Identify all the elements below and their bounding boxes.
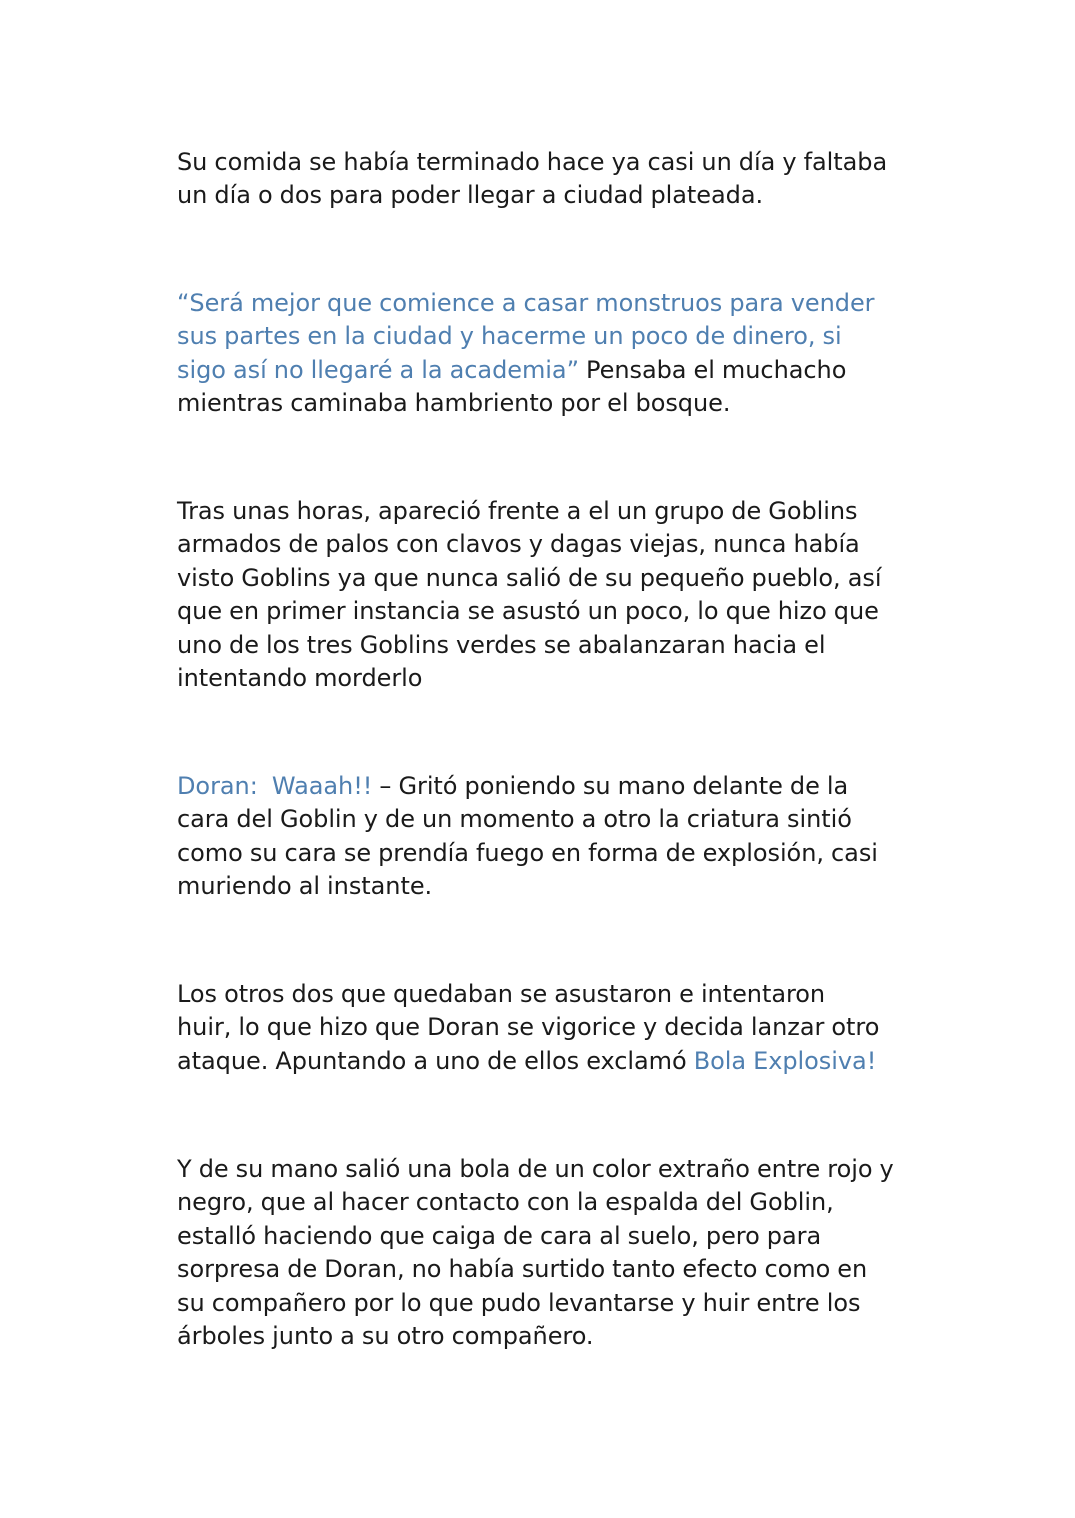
spell-name: Bola Explosiva! [693,1046,877,1075]
thought-line: sus partes en la ciudad y hacerme un poco de dinero, si [177,322,842,351]
text-line: un día o dos para poder llegar a ciudad plateada. [177,181,764,210]
thought-line: “Será mejor que comience a casar monstruos para vender [177,289,875,317]
text-line: Tras unas horas, apareció frente a el un grupo de Goblins [177,497,858,525]
paragraph-1 [177,146,907,213]
text-line: muriendo al instante. [177,872,433,901]
text-line: árboles junto a su otro compañero. [177,1322,594,1351]
text-line: como su cara se prendía fuego en forma de explosión, casi [177,838,878,867]
text-line [177,354,907,387]
paragraph-5 [177,978,907,1078]
paragraph-4 [177,770,907,904]
paragraph-2 [177,287,907,421]
narration-text: ataque. Apuntando a uno de ellos exclamó [177,1046,694,1075]
text-line [177,1045,907,1078]
text-line: Su comida se había terminado hace ya casi un día y faltaba [177,148,888,176]
text-line: negro, que al hacer contacto con la espalda del Goblin, [177,1188,834,1217]
dialogue-shout: Waaah!! [271,772,373,800]
paragraph-3 [177,495,907,695]
narration-text: – Gritó poniendo su mano delante de la [372,772,849,800]
text-line: que en primer instancia se asustó un poco, lo que hizo que [177,597,879,626]
text-line: mientras caminaba hambriento por el bosque. [177,389,731,418]
text-line: sorpresa de Doran, no había surtido tanto efecto como en [177,1255,868,1284]
text-line: armados de palos con clavos y dagas viejas, nunca había [177,530,860,559]
thought-text: sigo así no llegaré a la academia” [177,355,579,384]
text-line: huir, lo que hizo que Doran se vigorice y decida lanzar otro [177,1013,880,1042]
text-line: Y de su mano salió una bola de un color extraño entre rojo y [177,1155,894,1183]
text-line: uno de los tres Goblins verdes se abalanzaran hacia el [177,630,826,659]
text-line: su compañero por lo que pudo levantarse y huir entre los [177,1288,861,1317]
text-line: intentando morderlo [177,664,423,693]
paragraph-6 [177,1153,907,1353]
text-line: cara del Goblin y de un momento a otro la criatura sintió [177,805,852,834]
speaker-name: Doran: [177,772,258,800]
text-line [177,770,907,803]
text-line: Los otros dos que quedaban se asustaron e intentaron [177,980,826,1008]
text-line: estalló haciendo que caiga de cara al suelo, pero para [177,1221,822,1250]
text-line: visto Goblins ya que nunca salió de su pequeño pueblo, así [177,563,882,592]
narration-text: Pensaba el muchacho [578,355,847,384]
